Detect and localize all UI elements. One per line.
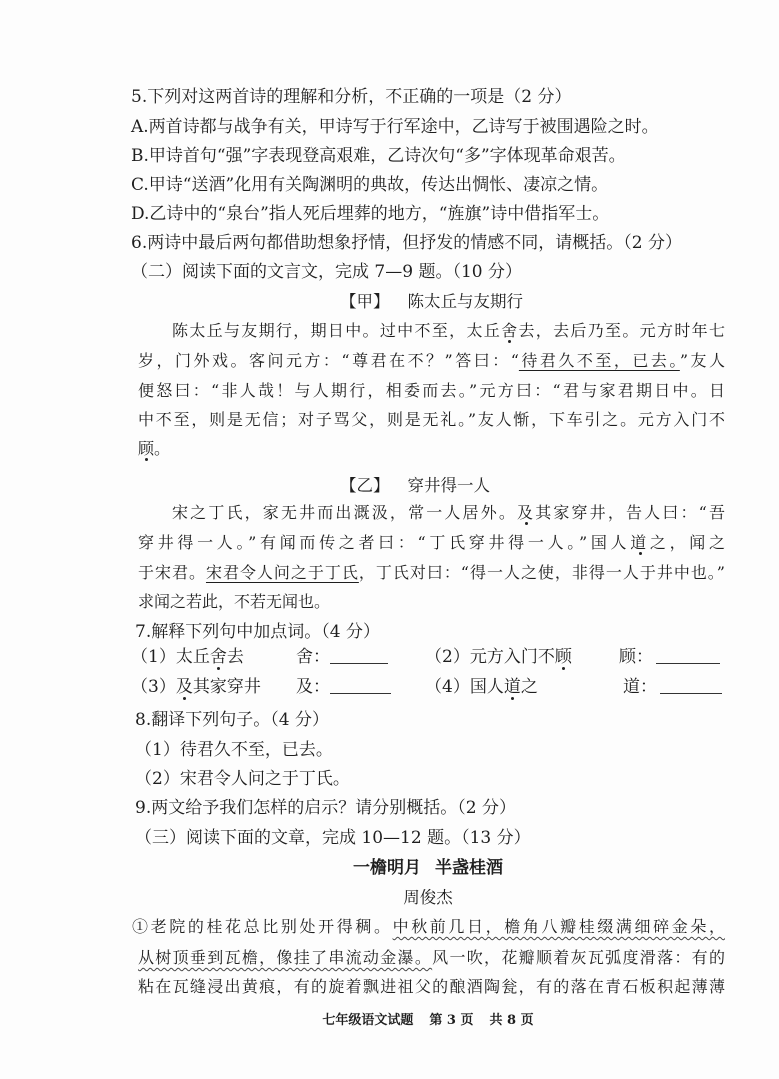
wavy-underlined-sentence: 从树顶垂到瓦檐，像挂了串流动金瀑。 [138, 948, 433, 967]
text-run: 。 [154, 439, 171, 458]
passage-yi-title [340, 471, 490, 501]
answer-blank [660, 672, 722, 694]
passage-yi-line-2 [138, 528, 725, 558]
answer-blank [330, 642, 388, 664]
passage-yi-line-1 [138, 498, 725, 528]
emphasis-dot-character: 道 [503, 677, 521, 697]
text-run: 其家穿井，告人曰：“吾 [535, 503, 725, 522]
text-run: ，丁氏对曰：“得一人之使，非得一人于井中也。” [358, 563, 725, 582]
question-8-item-2: （2）宋君令人问之于丁氏。 [135, 769, 350, 789]
emphasis-dot-character: 舍 [501, 321, 519, 340]
text-run: 之 [520, 677, 538, 697]
text-run: 求闻之若此，不若无闻也。 [138, 592, 331, 611]
text-run: 去，去后乃至。元方时年七 [518, 321, 725, 340]
text-run: 陈太丘与友期行，期日中。过中不至，太丘 [172, 321, 502, 340]
passage-jia-title [340, 287, 523, 317]
article-paragraph-1-line-2 [138, 943, 725, 973]
footer-page-number: 第 3 页 [429, 1013, 474, 1028]
underlined-sentence: 宋君令人问之于丁氏 [205, 563, 359, 582]
question-5-option-d: D.乙诗中的“泉台”指人死后埋葬的地方，“旌旗”诗中借指军士。 [131, 204, 610, 224]
question-7-item-3-phrase [131, 672, 261, 702]
text-run: （1）太丘 [131, 647, 210, 667]
passage-yi-line-3 [138, 558, 725, 588]
text-run: 宋之丁氏，家无井而出溉汲，常一人居外。 [172, 503, 518, 522]
passage-jia-line-3 [138, 376, 725, 406]
text-run: 中不至，则是无信；对子骂父，则是无礼。”友人惭，下车引之。元方入门不 [138, 410, 725, 429]
question-8-stem: 8.翻译下列句子。（4 分） [135, 710, 329, 730]
passage-jia-line-5 [138, 434, 725, 464]
question-7-item-2-phrase [425, 642, 572, 672]
emphasis-dot-character: 道 [630, 533, 650, 552]
text-run: 岁，门外戏。客问元方：“尊君在不？”答曰：“ [138, 351, 519, 370]
text-run: 之，闻之 [649, 533, 725, 552]
question-7-item-1-label: 舍： [296, 647, 330, 667]
emphasis-dot-character: 及 [175, 677, 193, 697]
article-author: 周俊杰 [403, 888, 453, 907]
passage-yi-line-4 [138, 587, 725, 617]
passage-jia-name: 陈太丘与友期行 [407, 292, 523, 311]
answer-blank [656, 642, 720, 664]
question-7-item-2-label: 顾： [619, 647, 653, 667]
question-6: 6.两诗中最后两句都借助想象抒情，但抒发的情感不同，请概括。（2 分） [131, 233, 682, 253]
page-footer [131, 1006, 725, 1036]
article-title-part-1: 一檐明月 [353, 858, 421, 878]
passage-jia-line-2 [138, 346, 725, 376]
question-7-stem: 7.解释下列句中加点词。（4 分） [135, 622, 380, 642]
text-run: （2）元方入门不 [425, 647, 555, 667]
section-3-heading: （三）阅读下面的文章，完成 10—12 题。（13 分） [135, 828, 531, 848]
question-7-row-1 [0, 642, 779, 672]
passage-jia-label: 【甲】 [340, 292, 390, 311]
answer-blank [330, 672, 391, 694]
text-run: 粘在瓦缝浸出黄痕，有的旋着飘进祖父的酿酒陶瓮，有的落在青石板积起薄薄 [138, 977, 725, 996]
text-run: ①老院的桂花总比别处开得稠。 [132, 917, 393, 936]
question-5-option-a: A.两首诗都与战争有关，甲诗写于行军途中，乙诗写于被围遇险之时。 [131, 117, 659, 137]
question-5-option-c: C.甲诗“送酒”化用有关陶渊明的典故，传达出惆怅、凄凉之情。 [131, 175, 609, 195]
underlined-sentence: 待君久不至，已去。 [518, 351, 680, 370]
question-9: 9.两文给予我们怎样的启示？请分别概括。（2 分） [135, 798, 516, 818]
text-run: （4）国人 [425, 677, 504, 697]
text-run: ”友人 [679, 351, 725, 370]
footer-subject: 七年级语文试题 [322, 1013, 414, 1028]
article-title-part-2: 半盏桂酒 [435, 858, 503, 878]
question-7-item-3-label: 及： [296, 677, 330, 697]
text-run: 于宋君。 [138, 563, 206, 582]
question-5-stem: 5.下列对这两首诗的理解和分析，不正确的一项是（2 分） [131, 87, 572, 107]
wavy-underlined-sentence: 中秋前几日，檐角八瓣桂缀满细碎金朵， [392, 917, 725, 936]
question-7-item-1-phrase [131, 642, 244, 672]
emphasis-dot-character: 舍 [209, 647, 227, 667]
footer-page-total: 共 8 页 [489, 1013, 534, 1028]
article-paragraph-1-line-3 [138, 972, 725, 1002]
question-8-item-1: （1）待君久不至，已去。 [135, 740, 333, 760]
emphasis-dot-character: 顾 [554, 647, 572, 667]
text-run: 其家穿井 [192, 677, 261, 697]
article-title [131, 853, 725, 883]
section-2-heading: （二）阅读下面的文言文，完成 7—9 题。（10 分） [131, 262, 522, 282]
passage-jia-line-1 [138, 316, 725, 346]
passage-yi-name: 穿井得一人 [407, 476, 490, 495]
passage-jia-line-4 [138, 405, 725, 435]
emphasis-dot-character: 及 [517, 503, 536, 522]
question-5-option-b: B.甲诗首句“强”字表现登高艰难，乙诗次句“多”字体现革命艰苦。 [131, 146, 626, 166]
text-run: 穿井得一人。”有闻而传之者曰：“丁氏穿井得一人。”国人 [138, 533, 631, 552]
question-7-item-4-label: 道： [623, 677, 657, 697]
text-run: （3） [131, 677, 176, 697]
question-7-row-2 [0, 672, 779, 702]
passage-yi-label: 【乙】 [340, 476, 390, 495]
text-run: 风一吹，花瓣顺着灰瓦弧度滑落：有的 [432, 948, 725, 967]
text-run: 便怒曰：“非人哉！与人期行，相委而去。”元方曰：“君与家君期日中。日 [138, 381, 725, 400]
article-paragraph-1-line-1 [132, 912, 725, 942]
text-run: 去 [226, 647, 244, 667]
question-7-item-4-phrase [425, 672, 538, 702]
emphasis-dot-character: 顾 [138, 439, 155, 458]
